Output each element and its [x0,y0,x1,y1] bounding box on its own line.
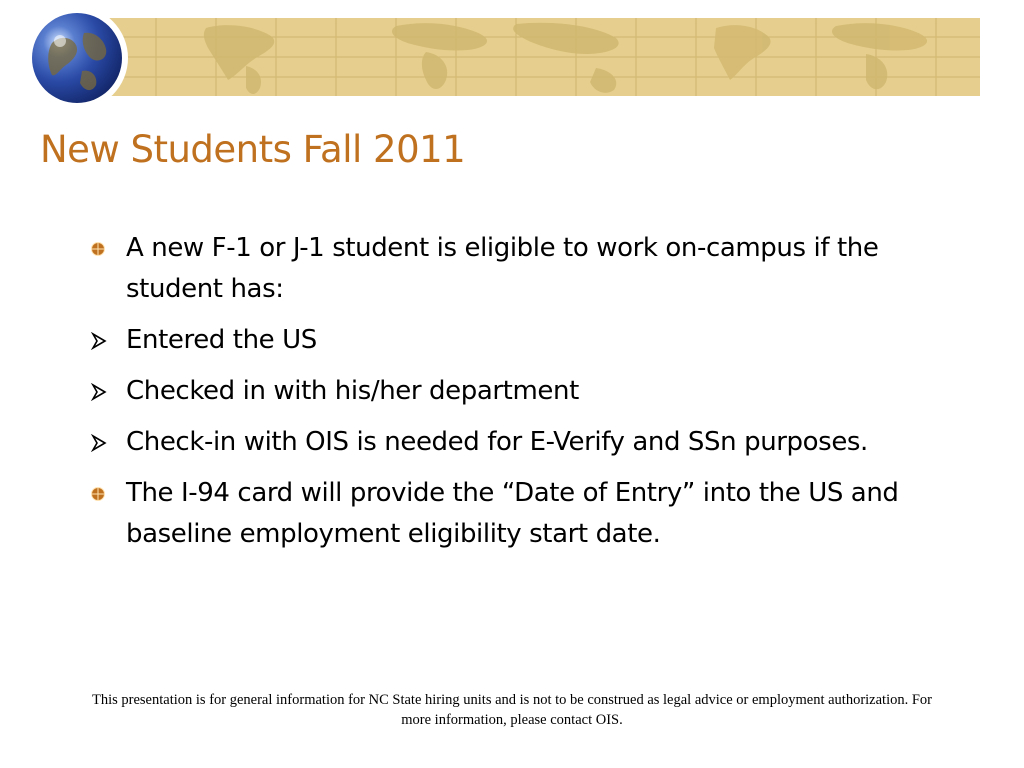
bullet-item [90,371,970,412]
arrow-bullet-icon [90,371,118,412]
bullet-text: Entered the US [126,325,317,355]
bullet-item [90,228,970,310]
bullet-item [90,473,970,555]
world-map-graphic [96,18,980,96]
bullet-text: The I-94 card will provide the “Date of Entry” into the US and baseline employment eligibility start date. [126,478,899,549]
globe-logo-icon [32,13,122,103]
arrow-bullet-icon [90,320,118,361]
footer-disclaimer: This presentation is for general information for NC State hiring units and is not to be construed as legal advice or employment authorization. For more information, please contact OIS. [92,692,932,728]
bullet-text: Check-in with OIS is needed for E-Verify and SSn purposes. [126,427,868,457]
bullet-text: A new F-1 or J-1 student is eligible to work on-campus if the student has: [126,233,879,304]
bullet-item [90,422,970,463]
bullet-text: Checked in with his/her department [126,376,579,406]
bullet-list [90,228,970,565]
slide-title: New Students Fall 2011 [40,128,466,171]
world-map-banner [96,18,980,96]
globe-bullet-icon [90,473,118,514]
globe-bullet-icon [90,228,118,269]
arrow-bullet-icon [90,422,118,463]
bullet-item [90,320,970,361]
